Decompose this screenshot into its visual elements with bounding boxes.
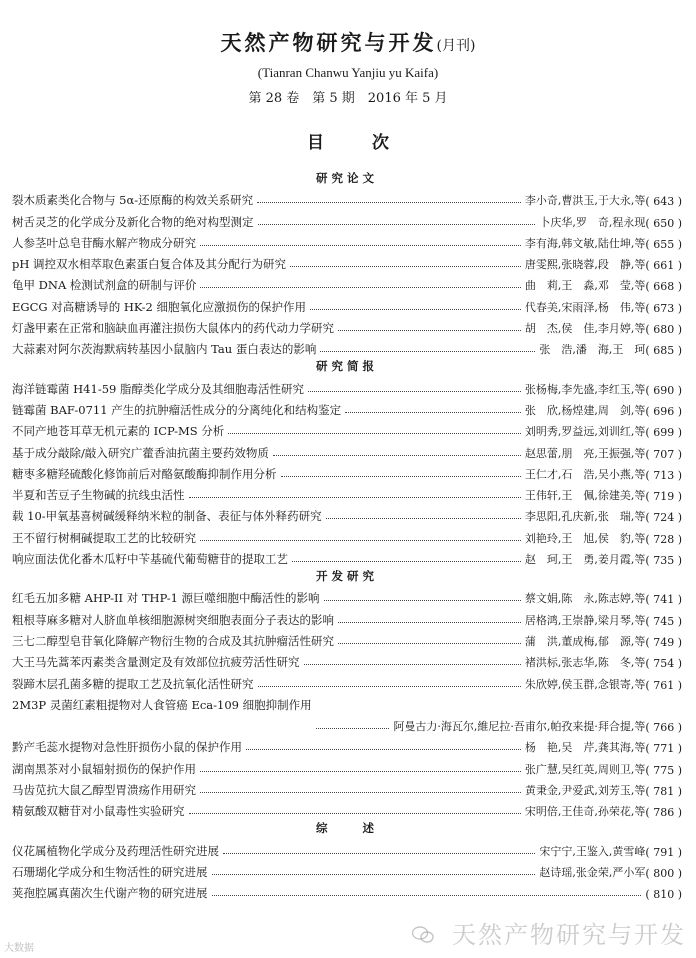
article-title: 裂蹄木层孔菌多糖的提取工艺及抗氧化活性研究 bbox=[12, 676, 254, 691]
article-page: ( 749 ) bbox=[645, 635, 682, 649]
article-title: 石珊瑚化学成分和生物活性的研究进展 bbox=[12, 864, 208, 879]
toc-entry[interactable] bbox=[12, 439, 682, 460]
article-title: 王不留行树桐碱提取工艺的比较研究 bbox=[12, 530, 196, 545]
leader-dots bbox=[273, 455, 521, 456]
article-authors: 居格鸿,王崇静,梁月琴,等 bbox=[524, 613, 646, 627]
leader-dots bbox=[200, 245, 521, 246]
article-title: 灯盏甲素在正常和脑缺血再灌注损伤大鼠体内的药代动力学研究 bbox=[12, 321, 334, 336]
toc-entry[interactable] bbox=[12, 777, 682, 798]
article-page: ( 728 ) bbox=[645, 532, 682, 546]
article-page: ( 680 ) bbox=[645, 323, 682, 337]
leader-dots bbox=[338, 622, 521, 623]
article-authors: 宋宁宁,王鉴入,黄雪峰 bbox=[539, 844, 646, 858]
toc-entry[interactable] bbox=[12, 208, 682, 229]
article-title: 马齿苋抗大鼠乙醇型胃溃疡作用研究 bbox=[12, 783, 196, 798]
article-title: 黔产毛蕊水提物对急性肝损伤小鼠的保护作用 bbox=[12, 740, 242, 755]
leader-dots bbox=[200, 540, 521, 541]
wechat-icon bbox=[412, 926, 434, 944]
leader-dots bbox=[338, 643, 521, 644]
toc-entry[interactable] bbox=[12, 713, 682, 734]
section-heading: 综 述 bbox=[316, 821, 378, 836]
toc-entry[interactable] bbox=[12, 272, 682, 293]
article-authors: 黄秉金,尹爱武,刘芳玉,等 bbox=[524, 784, 646, 798]
article-authors: 张 浩,潘 海,王 珂 bbox=[539, 343, 646, 357]
leader-dots bbox=[246, 749, 521, 750]
article-page: ( 699 ) bbox=[645, 426, 682, 440]
article-title: 半夏和苦豆子生物碱的抗线虫活性 bbox=[12, 488, 185, 503]
article-page: ( 668 ) bbox=[645, 280, 682, 294]
toc-entry[interactable] bbox=[12, 859, 682, 880]
leader-dots bbox=[200, 287, 521, 288]
leader-dots bbox=[258, 224, 536, 225]
article-page: ( 673 ) bbox=[645, 301, 682, 315]
article-title: 精氨酸双糖苷对小鼠毒性实验研究 bbox=[12, 804, 185, 819]
leader-dots bbox=[189, 497, 521, 498]
table-of-contents bbox=[0, 169, 696, 901]
article-title: 人参茎叶总皂苷酶水解产物成分研究 bbox=[12, 235, 196, 250]
leader-dots bbox=[304, 664, 521, 665]
article-page: ( 685 ) bbox=[645, 344, 682, 358]
leader-dots bbox=[320, 351, 535, 352]
toc-entry[interactable] bbox=[12, 628, 682, 649]
section-heading: 研究论文 bbox=[316, 171, 378, 185]
leader-dots bbox=[345, 412, 521, 413]
issue-info: 第 28 卷 第 5 期 2016 年 5 月 bbox=[248, 91, 448, 106]
article-page: ( 661 ) bbox=[645, 259, 682, 273]
toc-entry[interactable] bbox=[12, 692, 682, 713]
leader-dots bbox=[308, 391, 521, 392]
article-authors: 唐雯熙,张晓蓉,段 静,等 bbox=[524, 258, 646, 272]
article-page: ( 754 ) bbox=[645, 657, 682, 671]
article-title: 大王马先蒿苯丙素类含量测定及有效部位抗疲劳活性研究 bbox=[12, 655, 300, 670]
leader-dots bbox=[228, 433, 521, 434]
article-page: ( 775 ) bbox=[645, 763, 682, 777]
article-page: ( 690 ) bbox=[645, 383, 682, 397]
toc-entry[interactable] bbox=[12, 837, 682, 858]
article-page: ( 766 ) bbox=[645, 721, 682, 735]
article-page: ( 786 ) bbox=[645, 806, 682, 820]
article-authors: 胡 杰,侯 佳,李月婷,等 bbox=[524, 322, 646, 336]
toc-entry[interactable] bbox=[12, 336, 682, 357]
leader-dots bbox=[290, 266, 521, 267]
corner-watermark: 大数据 bbox=[4, 943, 34, 954]
leader-dots bbox=[212, 895, 642, 896]
journal-header bbox=[0, 0, 696, 153]
article-page: ( 643 ) bbox=[645, 195, 682, 209]
toc-entry[interactable] bbox=[12, 670, 682, 691]
article-authors: 代春美,宋雨泽,杨 伟,等 bbox=[524, 300, 646, 314]
toc-entry[interactable] bbox=[12, 649, 682, 670]
toc-entry[interactable] bbox=[12, 187, 682, 208]
article-authors: 李有海,韩文敏,陆仕坤,等 bbox=[524, 236, 646, 250]
article-page: ( 735 ) bbox=[645, 554, 682, 568]
article-title: 不同产地苍耳草无机元素的 ICP-MS 分析 bbox=[12, 424, 225, 439]
article-page: ( 810 ) bbox=[645, 888, 682, 902]
journal-frequency: (月刊) bbox=[436, 38, 476, 54]
toc-entry[interactable] bbox=[12, 880, 682, 901]
leader-dots bbox=[258, 686, 521, 687]
toc-entry[interactable] bbox=[12, 375, 682, 396]
article-authors: 王仁才,石 浩,吴小燕,等 bbox=[524, 467, 646, 481]
article-title: 糖枣多糖羟硫酸化修饰前后对酪氨酸酶抑制作用分析 bbox=[12, 466, 277, 481]
journal-title-text: 天然产物研究与开发 bbox=[220, 30, 437, 55]
leader-dots bbox=[292, 561, 521, 562]
leader-dots bbox=[324, 600, 521, 601]
leader-dots bbox=[189, 813, 521, 814]
article-title: 湖南黑茶对小鼠辐射损伤的保护作用 bbox=[12, 761, 196, 776]
article-title: 粗根荨麻多糖对人脐血单核细胞源树突细胞表面分子表达的影响 bbox=[12, 612, 334, 627]
article-authors: 朱欣婷,侯玉群,念银寄,等 bbox=[524, 677, 646, 691]
article-authors: 张杨梅,李先盛,李红玉,等 bbox=[524, 382, 646, 396]
article-title: 红毛五加多糖 AHP-II 对 THP-1 源巨噬细胞中酶活性的影响 bbox=[12, 591, 320, 606]
article-page: ( 696 ) bbox=[645, 404, 682, 418]
toc-entry[interactable] bbox=[12, 230, 682, 251]
article-title: 裂木质素类化合物与 5α-还原酶的构效关系研究 bbox=[12, 193, 254, 208]
article-authors: 蒲 洪,董成梅,郁 源,等 bbox=[524, 634, 646, 648]
article-authors: 蔡文娟,陈 永,陈志婷,等 bbox=[524, 592, 646, 606]
toc-entry[interactable] bbox=[12, 397, 682, 418]
toc-entry[interactable] bbox=[12, 734, 682, 755]
article-authors: 王伟轩,王 佩,徐建美,等 bbox=[524, 489, 646, 503]
journal-pinyin: (Tianran Chanwu Yanjiu yu Kaifa) bbox=[257, 65, 439, 80]
article-authors: 刘艳玲,王 旭,侯 豹,等 bbox=[524, 531, 646, 545]
article-page: ( 707 ) bbox=[645, 447, 682, 461]
article-page: ( 791 ) bbox=[645, 845, 682, 859]
toc-entry[interactable] bbox=[12, 482, 682, 503]
article-title: 载 10-甲氧基喜树碱缓释纳米粒的制备、表征与体外释药研究 bbox=[12, 509, 322, 524]
article-title: 三七二醇型皂苷氧化降解产物衍生物的合成及其抗肿瘤活性研究 bbox=[12, 633, 334, 648]
toc-entry[interactable] bbox=[12, 798, 682, 819]
article-authors: 杨 艳,吴 芹,龚其海,等 bbox=[524, 741, 646, 755]
article-page: ( 781 ) bbox=[645, 785, 682, 799]
toc-entry[interactable] bbox=[12, 418, 682, 439]
article-page: ( 745 ) bbox=[645, 614, 682, 628]
toc-entry[interactable] bbox=[12, 546, 682, 567]
leader-dots bbox=[200, 771, 521, 772]
toc-entry[interactable] bbox=[12, 461, 682, 482]
toc-entry[interactable] bbox=[12, 251, 682, 272]
leader-dots bbox=[200, 792, 521, 793]
article-page: ( 800 ) bbox=[645, 866, 682, 880]
section-heading: 研究简报 bbox=[316, 359, 378, 374]
leader-dots bbox=[212, 874, 536, 875]
article-page: ( 650 ) bbox=[645, 216, 682, 230]
article-title: 龟甲 DNA 检测试剂盒的研制与评价 bbox=[12, 278, 197, 293]
toc-entry[interactable] bbox=[12, 606, 682, 627]
article-title: EGCG 对高糖诱导的 HK-2 细胞氧化应激损伤的保护作用 bbox=[12, 299, 307, 314]
article-authors: 李思阳,孔庆新,张 瑞,等 bbox=[524, 510, 646, 524]
article-authors: 褚洪标,张志华,陈 冬,等 bbox=[524, 656, 646, 670]
toc-entry[interactable] bbox=[12, 315, 682, 336]
article-title: 基于成分敲除/敲入研究广藿香油抗菌主要药效物质 bbox=[12, 445, 269, 460]
article-page: ( 719 ) bbox=[645, 490, 682, 504]
article-title: 荚孢腔属真菌次生代谢产物的研究进展 bbox=[12, 886, 208, 901]
leader-dots bbox=[338, 330, 521, 331]
leader-dots bbox=[316, 728, 389, 729]
watermark-text: 天然产物研究与开发 bbox=[452, 921, 686, 949]
toc-entry[interactable] bbox=[12, 585, 682, 606]
article-title: pH 调控双水相萃取色素蛋白复合体及其分配行为研究 bbox=[12, 257, 287, 272]
leader-dots bbox=[310, 309, 521, 310]
toc-entry[interactable] bbox=[12, 524, 682, 545]
article-title: 响应面法优化番木瓜籽中苄基硫代葡萄糖苷的提取工艺 bbox=[12, 552, 288, 567]
article-authors: 赵诗瑶,张金荣,严小军 bbox=[539, 865, 646, 879]
article-authors: 卜庆华,罗 奇,程永现 bbox=[539, 215, 646, 229]
toc-heading: 目次 bbox=[307, 133, 437, 153]
journal-title bbox=[0, 30, 696, 59]
leader-dots bbox=[257, 202, 521, 203]
article-authors: 赵思蕾,朋 亮,王振强,等 bbox=[524, 446, 646, 460]
article-authors: 刘明秀,罗益远,刘训红,等 bbox=[524, 425, 646, 439]
article-title: 树舌灵芝的化学成分及新化合物的绝对构型测定 bbox=[12, 214, 254, 229]
article-authors: 宋明倍,王佳奇,孙荣花,等 bbox=[524, 805, 646, 819]
article-title: 大蒜素对阿尔茨海默病转基因小鼠脑内 Tau 蛋白表达的影响 bbox=[12, 342, 317, 357]
article-authors: 张 欣,杨煌建,周 剑,等 bbox=[524, 403, 646, 417]
article-title: 2M3P 灵菌红素粗提物对人食管癌 Eca-109 细胞抑制作用 bbox=[12, 697, 312, 712]
article-authors: 李小奇,曹洪玉,于大永,等 bbox=[524, 194, 646, 208]
article-authors: 赵 珂,王 勇,姜月霞,等 bbox=[524, 553, 646, 567]
article-authors: 曲 莉,王 淼,邓 莹,等 bbox=[524, 279, 646, 293]
article-page: ( 655 ) bbox=[645, 237, 682, 251]
toc-entry[interactable] bbox=[12, 755, 682, 776]
leader-dots bbox=[223, 853, 535, 854]
toc-entry[interactable] bbox=[12, 503, 682, 524]
article-title: 链霉菌 BAF-0711 产生的抗肿瘤活性成分的分离纯化和结构鉴定 bbox=[12, 402, 342, 417]
article-page: ( 713 ) bbox=[645, 468, 682, 482]
toc-entry[interactable] bbox=[12, 293, 682, 314]
article-title: 海洋链霉菌 H41-59 脂醇类化学成分及其细胞毒活性研究 bbox=[12, 381, 304, 396]
article-page: ( 741 ) bbox=[645, 593, 682, 607]
leader-dots bbox=[281, 476, 521, 477]
article-page: ( 724 ) bbox=[645, 511, 682, 525]
article-title: 仪花属植物化学成分及药理活性研究进展 bbox=[12, 843, 219, 858]
article-page: ( 761 ) bbox=[645, 678, 682, 692]
article-authors: 张广慧,吴红英,周则卫,等 bbox=[524, 762, 646, 776]
article-authors: 阿曼古力·海瓦尔,維尼拉·吾甫尔,帕孜来提·拜合提,等 bbox=[393, 720, 646, 734]
leader-dots bbox=[326, 518, 521, 519]
article-page: ( 771 ) bbox=[645, 742, 682, 756]
section-heading: 开发研究 bbox=[316, 569, 378, 584]
